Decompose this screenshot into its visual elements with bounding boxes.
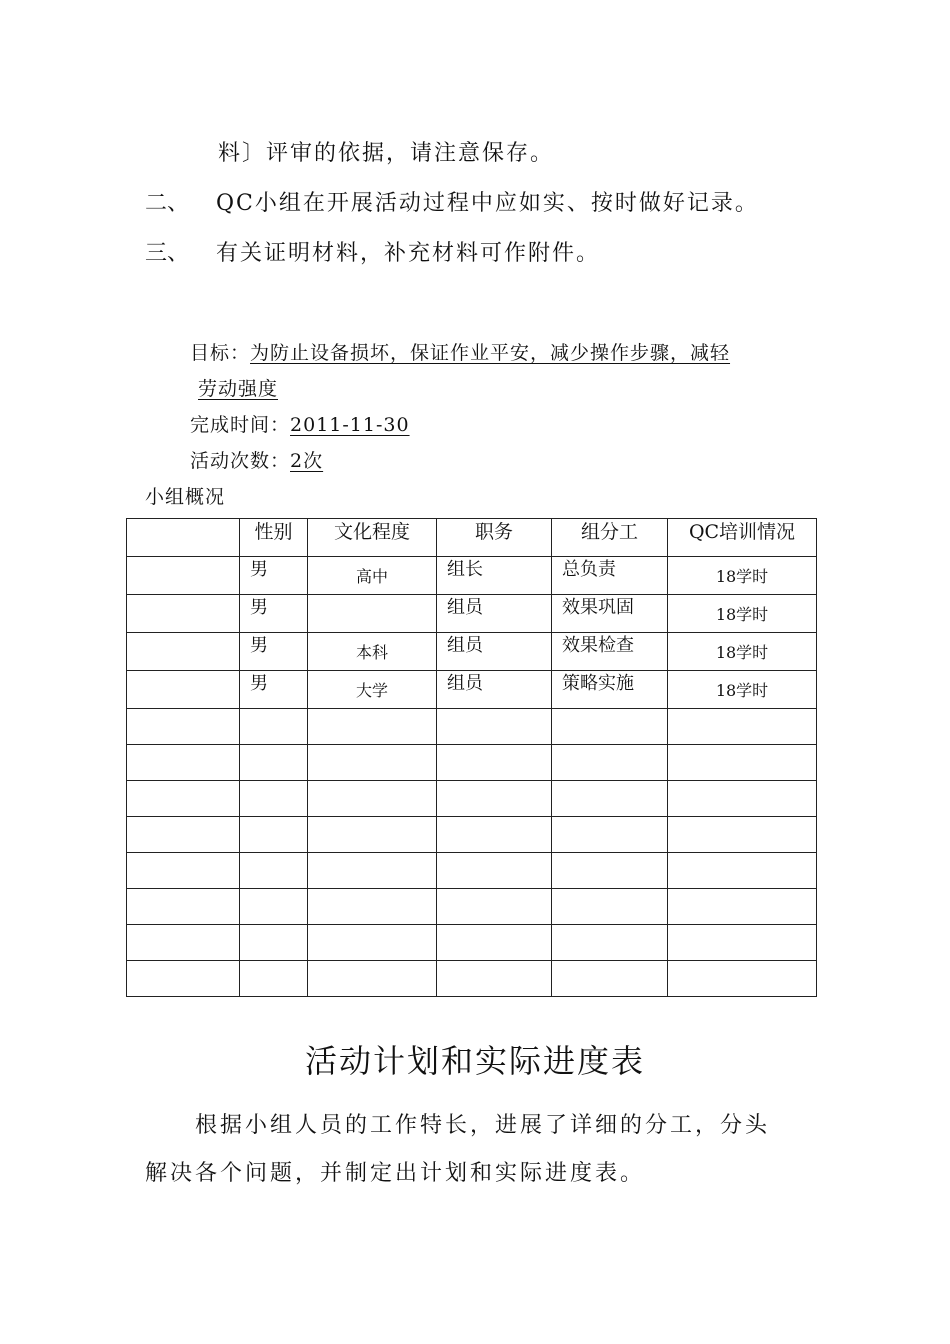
empty-cell (437, 925, 552, 961)
cell-name (127, 595, 240, 633)
table-row (127, 633, 817, 671)
empty-cell (240, 925, 308, 961)
empty-cell (240, 817, 308, 853)
empty-cell (668, 709, 817, 745)
cell-gender: 男 (240, 595, 308, 633)
empty-cell (437, 781, 552, 817)
empty-cell (240, 745, 308, 781)
empty-cell (240, 889, 308, 925)
cell-education: 高中 (308, 557, 437, 595)
empty-cell (668, 745, 817, 781)
empty-cell (308, 709, 437, 745)
cell-division: 效果巩固 (552, 595, 668, 633)
cell-division: 效果检查 (552, 633, 668, 671)
empty-cell (552, 709, 668, 745)
empty-rows-group (127, 709, 817, 997)
cell-qc-training: 18学时 (668, 671, 817, 709)
empty-cell (308, 889, 437, 925)
empty-cell (308, 745, 437, 781)
group-overview-caption: 小组概况 (145, 486, 226, 508)
note-item-3-text: 有关证明材料，补充材料可作附件。 (216, 241, 601, 266)
activity-count-value: 2次 (290, 450, 324, 472)
empty-cell (437, 745, 552, 781)
cell-qc-training: 18学时 (668, 633, 817, 671)
empty-cell (127, 853, 240, 889)
empty-cell (240, 709, 308, 745)
goal-value-line1: 为防止设备损坏，保证作业平安，减少操作步骤，减轻 (250, 342, 731, 364)
cell-gender: 男 (240, 671, 308, 709)
empty-cell (437, 961, 552, 997)
header-position: 职务 (437, 519, 552, 557)
empty-cell (308, 961, 437, 997)
empty-cell (308, 817, 437, 853)
completion-field (190, 410, 410, 437)
table-row-empty (127, 745, 817, 781)
activity-count-field (190, 446, 323, 473)
cell-qc-training: 18学时 (668, 595, 817, 633)
empty-cell (127, 961, 240, 997)
header-gender: 性别 (240, 519, 308, 557)
empty-cell (668, 781, 817, 817)
activity-count-label: 活动次数： (190, 450, 291, 472)
header-name (127, 519, 240, 557)
empty-cell (552, 781, 668, 817)
cell-gender: 男 (240, 633, 308, 671)
note-continuation: 料〕评审的依据，请注意保存。 (218, 141, 555, 166)
empty-cell (127, 817, 240, 853)
table-row-empty (127, 853, 817, 889)
goal-field (190, 338, 730, 365)
table-row-empty (127, 781, 817, 817)
empty-cell (240, 853, 308, 889)
header-division: 组分工 (552, 519, 668, 557)
empty-cell (127, 745, 240, 781)
table-row-empty (127, 709, 817, 745)
table-row (127, 671, 817, 709)
group-overview-table (126, 518, 817, 997)
empty-cell (308, 853, 437, 889)
note-item-2-number: 二、 (145, 191, 190, 216)
empty-cell (552, 961, 668, 997)
schedule-paragraph (145, 1102, 815, 1198)
cell-education: 大学 (308, 671, 437, 709)
header-qc-training: QC培训情况 (668, 519, 817, 557)
empty-cell (308, 781, 437, 817)
empty-cell (127, 781, 240, 817)
empty-cell (668, 961, 817, 997)
header-education: 文化程度 (308, 519, 437, 557)
cell-position: 组员 (437, 671, 552, 709)
cell-name (127, 671, 240, 709)
note-item-2-text: QC小组在开展活动过程中应如实、按时做好记录。 (216, 191, 759, 216)
cell-education: 本科 (308, 633, 437, 671)
empty-cell (437, 817, 552, 853)
cell-name (127, 633, 240, 671)
cell-name (127, 557, 240, 595)
schedule-paragraph-line1: 根据小组人员的工作特长，进展了详细的分工，分头 (195, 1113, 771, 1138)
cell-gender: 男 (240, 557, 308, 595)
cell-position: 组长 (437, 557, 552, 595)
cell-division: 总负责 (552, 557, 668, 595)
cell-division: 策略实施 (552, 671, 668, 709)
table-row-empty (127, 961, 817, 997)
goal-label: 目标： (190, 342, 251, 364)
table-row-empty (127, 817, 817, 853)
empty-cell (552, 889, 668, 925)
goal-field-continued (198, 374, 278, 401)
cell-position: 组员 (437, 595, 552, 633)
table-row (127, 595, 817, 633)
empty-cell (240, 961, 308, 997)
schedule-title: 活动计划和实际进度表 (304, 1042, 645, 1080)
completion-value: 2011-11-30 (290, 414, 410, 436)
empty-cell (552, 853, 668, 889)
table-row-empty (127, 925, 817, 961)
completion-label: 完成时间： (190, 414, 291, 436)
note-item-3-number: 三、 (145, 241, 190, 266)
empty-cell (437, 709, 552, 745)
empty-cell (552, 925, 668, 961)
empty-cell (437, 889, 552, 925)
goal-value-line2: 劳动强度 (198, 378, 279, 400)
empty-cell (552, 817, 668, 853)
empty-cell (308, 925, 437, 961)
empty-cell (668, 817, 817, 853)
empty-cell (552, 745, 668, 781)
table-row-empty (127, 889, 817, 925)
empty-cell (668, 853, 817, 889)
empty-cell (127, 889, 240, 925)
empty-cell (127, 709, 240, 745)
empty-cell (437, 853, 552, 889)
table-header-row (127, 519, 817, 557)
empty-cell (240, 781, 308, 817)
cell-position: 组员 (437, 633, 552, 671)
cell-education (308, 595, 437, 633)
cell-qc-training: 18学时 (668, 557, 817, 595)
table-row (127, 557, 817, 595)
empty-cell (668, 889, 817, 925)
empty-cell (127, 925, 240, 961)
empty-cell (668, 925, 817, 961)
schedule-paragraph-line2: 解决各个问题，并制定出计划和实际进度表。 (145, 1161, 646, 1186)
